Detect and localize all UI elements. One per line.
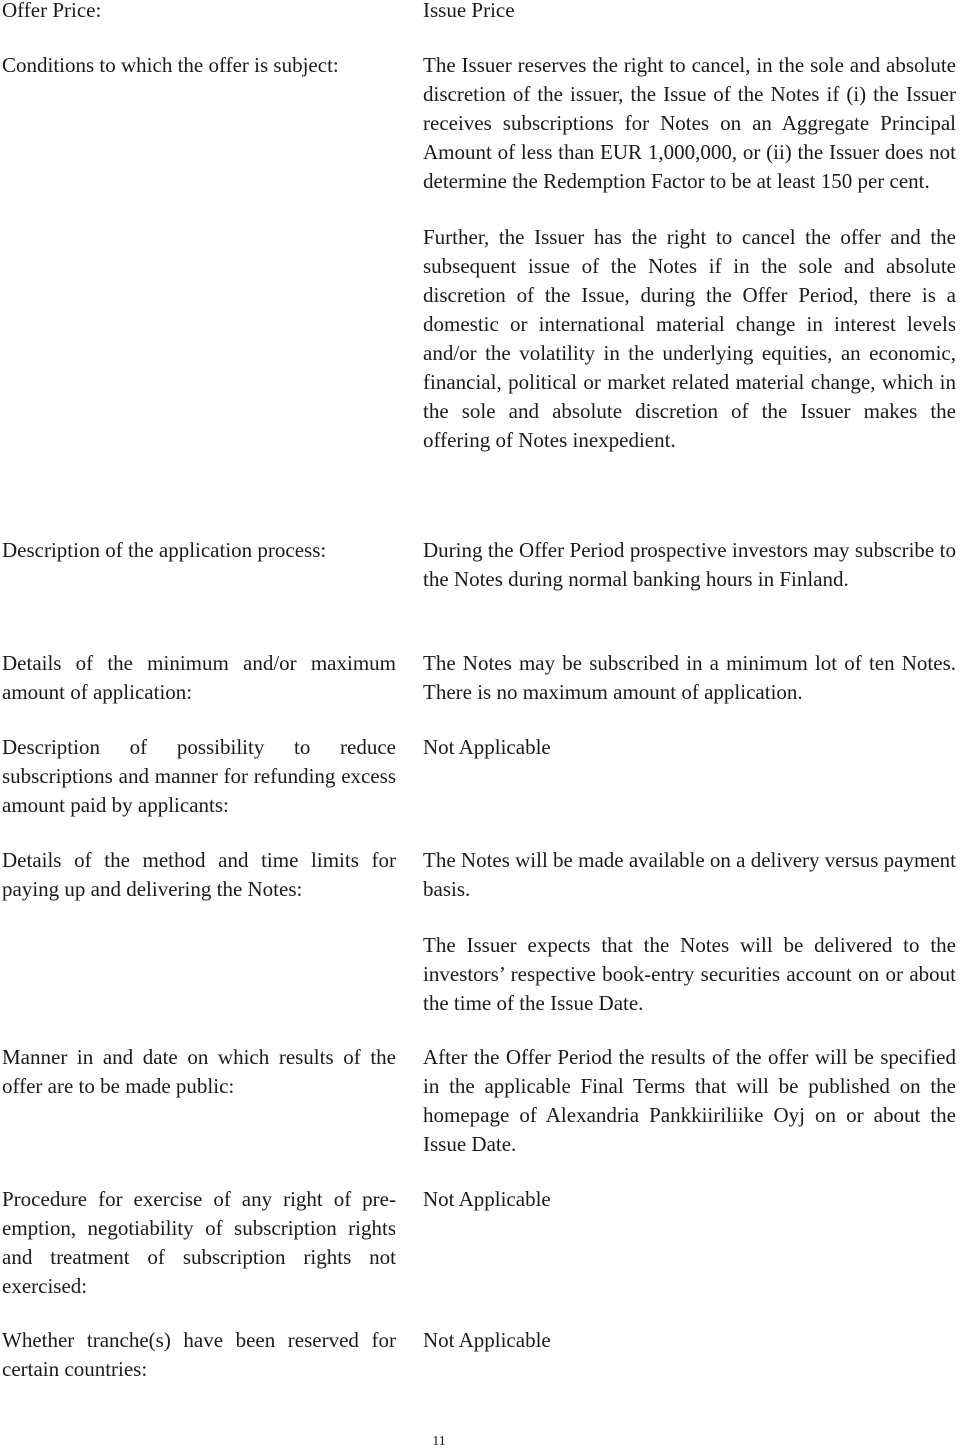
- reduce-subscriptions-label: Description of possibility to reduce subscriptions and manner for refunding excess amount paid by applicants:: [2, 735, 396, 817]
- minimum-maximum-value: [423, 649, 956, 707]
- results-public-text: After the Offer Period the results of the offer will be specified in the applicable Final Terms that will be published on the homepage of Alexandria Pankkiiriliike Oyj on or about the Issue Date.: [423, 1045, 956, 1156]
- reduce-subscriptions-text: Not Applicable: [423, 735, 551, 759]
- conditions-paragraph-2: Further, the Issuer has the right to cancel the offer and the subsequent issue of the Notes if in the sole and absolute discretion of the Issue, during the Offer Period, there is a domestic or international material change in interest levels and/or the volatility in the underlying equities, an economic, financial, political or market related material change, which in the sole and absolute discretion of the Issuer makes the offering of Notes inexpedient.: [423, 225, 956, 452]
- tranches-value: [423, 1326, 956, 1355]
- pre-emption-value: [423, 1185, 956, 1214]
- minimum-maximum-text: The Notes may be subscribed in a minimum lot of ten Notes. There is no maximum amount of application.: [423, 651, 956, 704]
- page-number: 11: [432, 1434, 446, 1449]
- reduce-subscriptions-value: [423, 733, 956, 762]
- tranches-text: Not Applicable: [423, 1328, 551, 1352]
- paying-delivering-value: [423, 846, 956, 1018]
- tranches-label: Whether tranche(s) have been reserved for certain countries:: [2, 1328, 396, 1381]
- offer-price-label: Offer Price:: [2, 0, 102, 22]
- application-process-value: [423, 536, 956, 594]
- paying-delivering-label: Details of the method and time limits for paying up and delivering the Notes:: [2, 848, 396, 901]
- offer-price-text: Issue Price: [423, 0, 515, 22]
- conditions-paragraph-1: The Issuer reserves the right to cancel, in the sole and absolute discretion of the issuer, the Issue of the Notes if (i) the Issuer receives subscriptions for Notes on an Aggregate Principal Amount of less than EUR 1,000,000, or (ii) the Issuer does not determine the Redemption Factor to be at least 150 per cent.: [423, 53, 956, 193]
- application-process-text: During the Offer Period prospective investors may subscribe to the Notes during normal banking hours in Finland.: [423, 538, 956, 591]
- results-public-value: [423, 1043, 956, 1159]
- paying-delivering-paragraph-2: The Issuer expects that the Notes will be delivered to the investors’ respective book-entry securities account on or about the time of the Issue Date.: [423, 933, 956, 1015]
- minimum-maximum-label: Details of the minimum and/or maximum amount of application:: [2, 651, 396, 704]
- pre-emption-text: Not Applicable: [423, 1187, 551, 1211]
- results-public-label: Manner in and date on which results of the offer are to be made public:: [2, 1045, 396, 1098]
- pre-emption-label: Procedure for exercise of any right of pre-emption, negotiability of subscription rights and treatment of subscription rights not exercised:: [2, 1187, 396, 1298]
- paying-delivering-paragraph-1: The Notes will be made available on a delivery versus payment basis.: [423, 848, 956, 901]
- conditions-label: Conditions to which the offer is subject:: [2, 53, 339, 77]
- application-process-label: Description of the application process:: [2, 538, 327, 562]
- offer-price-value: [423, 0, 956, 25]
- conditions-value: [423, 51, 956, 455]
